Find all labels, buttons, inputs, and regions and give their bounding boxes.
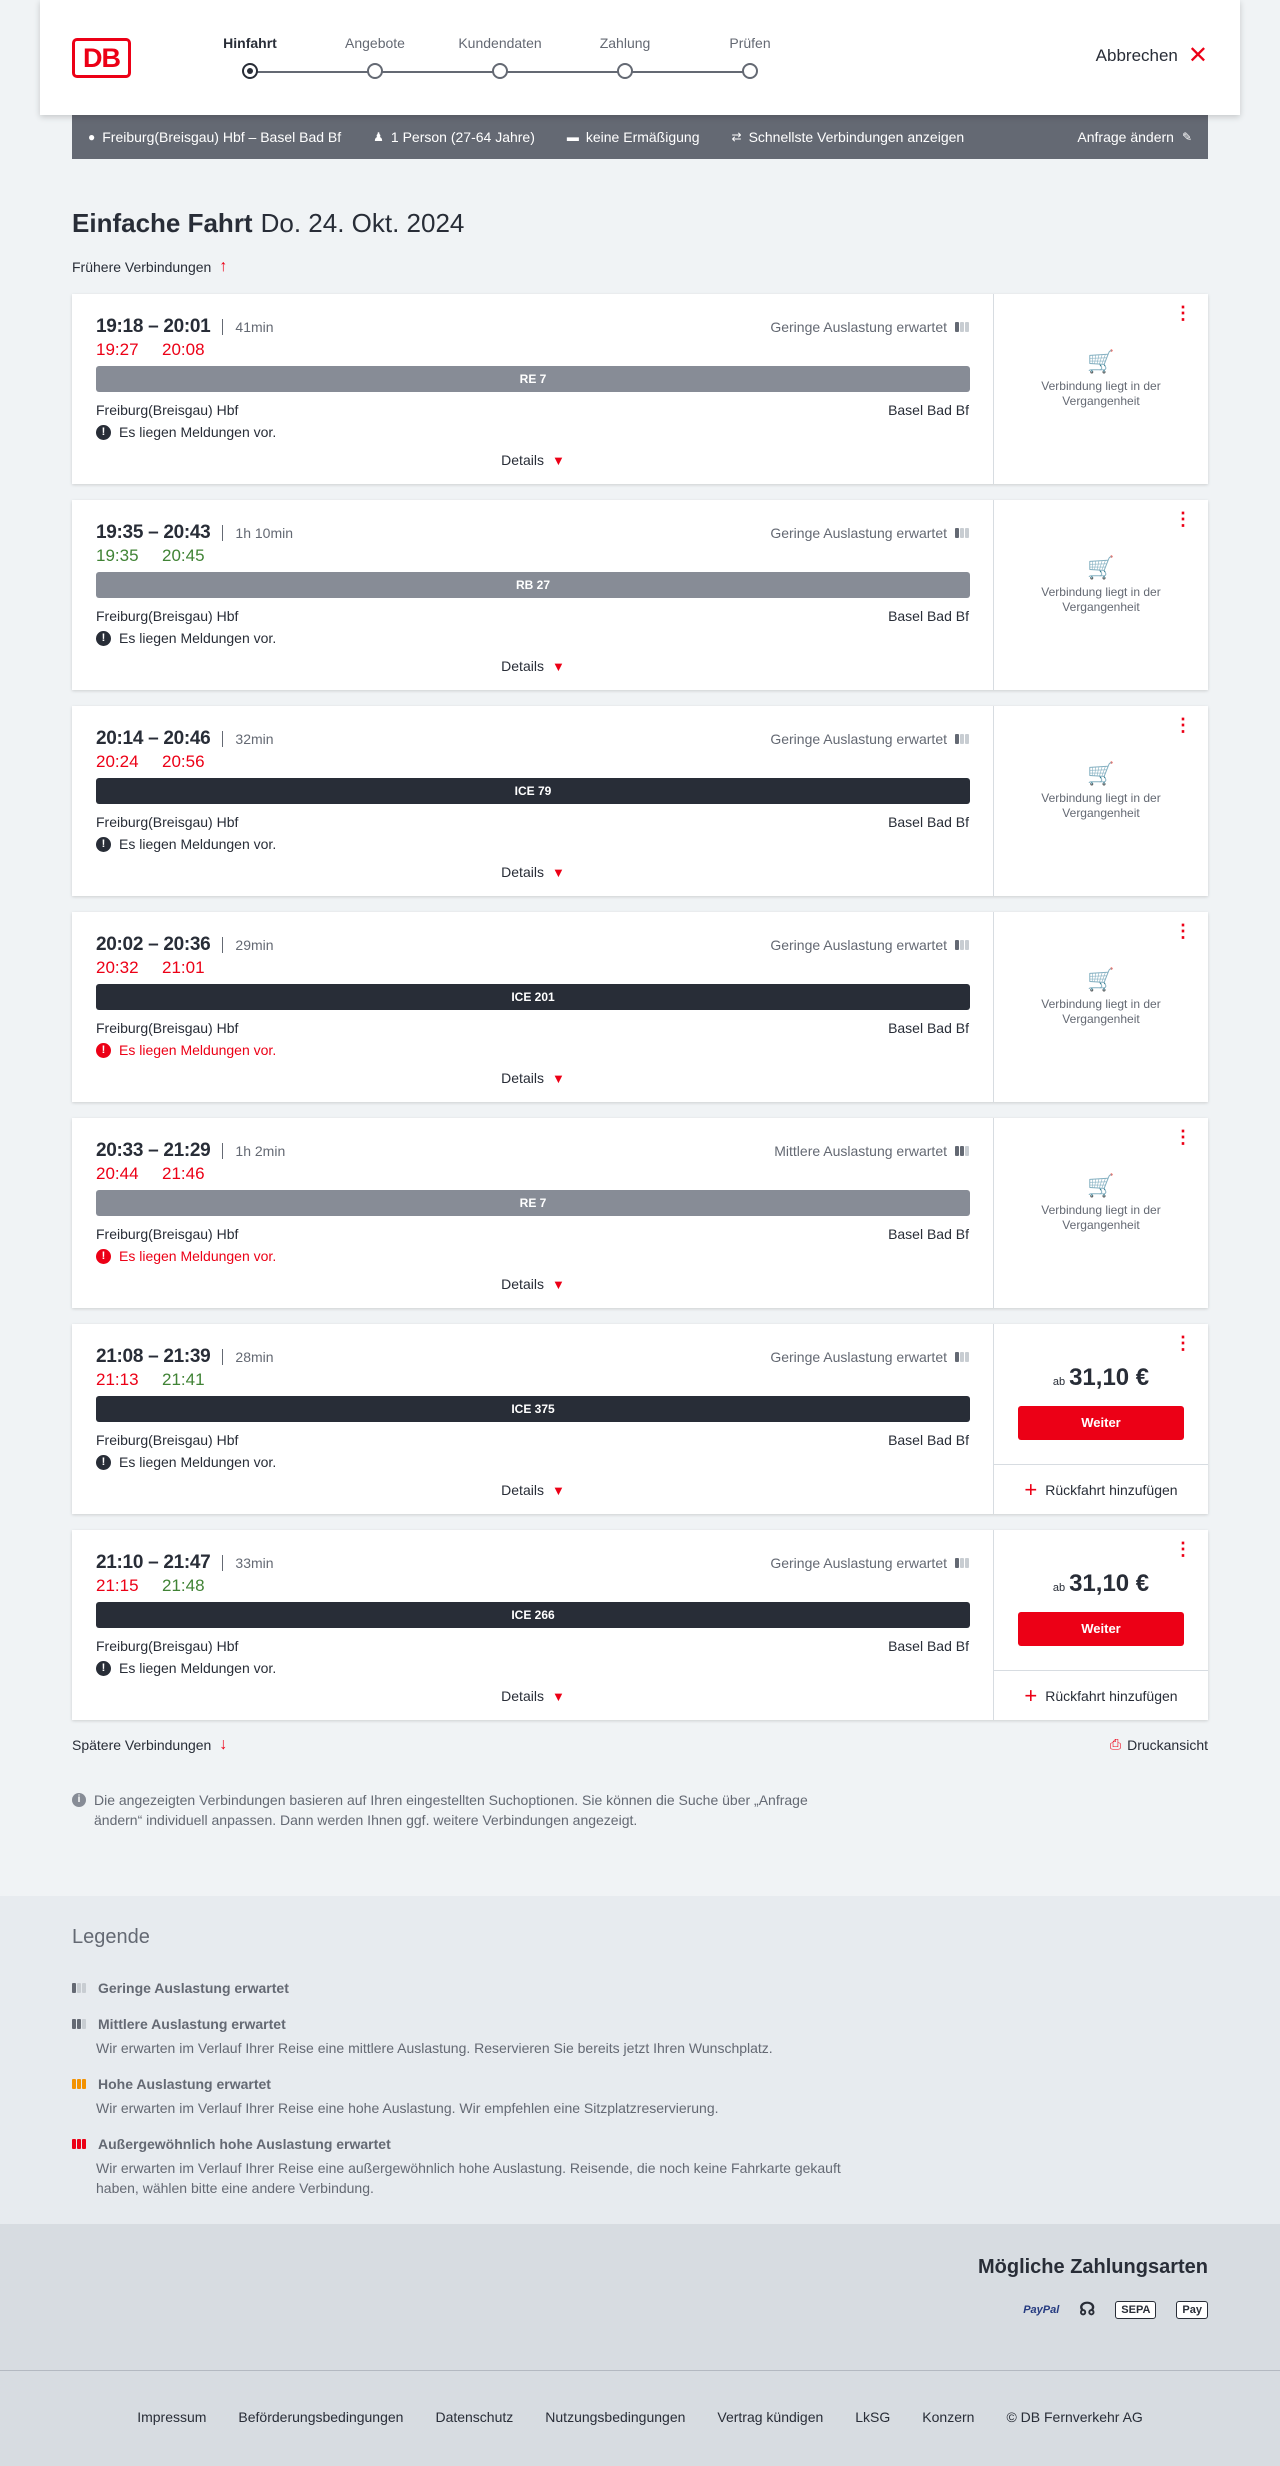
chevron-down-icon: ▼: [551, 452, 565, 468]
print-view-link[interactable]: ⎙ Druckansicht: [1109, 1736, 1208, 1753]
arrow-down-icon: ↓: [219, 1736, 228, 1753]
alert-icon: !: [96, 1661, 111, 1676]
legend-title: Legende: [72, 1926, 150, 1948]
load-level-icon: [955, 1558, 969, 1568]
details-toggle[interactable]: Details ▼: [501, 658, 565, 674]
load-level-icon: [955, 528, 969, 538]
bahncard-icon: ▬: [566, 130, 579, 144]
duration: 29min: [222, 937, 273, 953]
load-level-icon: [955, 1352, 969, 1362]
footer: [0, 2370, 1280, 2466]
weiter-button[interactable]: Weiter: [1018, 1612, 1184, 1646]
past-connection-notice: 🛒 Verbindung liegt in der Vergangenheit: [994, 766, 1208, 821]
legend-item-high: Hohe Auslastung erwartet Wir erwarten im Verlauf Ihrer Reise eine hohe Auslastung. Wir empfehlen eine Sitzplatzreservierung.: [72, 2076, 872, 2118]
plus-icon: +: [1024, 1476, 1038, 1502]
realtime-times: 20:24 20:56: [96, 752, 205, 771]
messages-notice: ! Es liegen Meldungen vor.: [96, 1454, 276, 1470]
planned-times: 20:33 – 21:29 1h 2min: [96, 1140, 286, 1161]
printer-icon: ⎙: [1109, 1736, 1122, 1752]
load-indicator: Mittlere Auslastung erwartet: [774, 1143, 969, 1159]
duration: 1h 10min: [222, 525, 293, 541]
connection-card: [72, 294, 1208, 484]
duration: 28min: [222, 1349, 273, 1365]
legend-item-low: Geringe Auslastung erwartet: [72, 1980, 872, 1996]
summary-discount: ▬ keine Ermäßigung: [566, 129, 700, 145]
more-options-icon[interactable]: ⋮: [1174, 509, 1192, 529]
payment-title: Mögliche Zahlungsarten: [977, 2256, 1208, 2278]
realtime-times: 19:35 20:45: [96, 546, 205, 565]
info-icon: i: [72, 1793, 86, 1807]
alert-icon: !: [96, 425, 111, 440]
more-options-icon[interactable]: ⋮: [1174, 1333, 1192, 1353]
cart-unavailable-icon: 🛒: [1087, 761, 1115, 786]
load-indicator: Geringe Auslastung erwartet: [770, 937, 969, 953]
cart-unavailable-icon: 🛒: [1087, 555, 1115, 580]
connection-card: [72, 1530, 1208, 1720]
progress-steps: [210, 0, 770, 115]
summary-persons: ♟ 1 Person (27-64 Jahre): [373, 129, 535, 145]
load-medium-icon: [72, 2019, 86, 2029]
origin-station: Freiburg(Breisgau) Hbf: [96, 1226, 239, 1242]
summary-route: ● Freiburg(Breisgau) Hbf – Basel Bad Bf: [88, 129, 342, 145]
step-kundendaten: Kundendaten: [430, 0, 570, 79]
more-options-icon[interactable]: ⋮: [1174, 1539, 1192, 1559]
db-logo[interactable]: DB: [72, 38, 131, 78]
destination-station: Basel Bad Bf: [888, 1638, 969, 1654]
messages-notice: ! Es liegen Meldungen vor.: [96, 1660, 276, 1676]
cart-unavailable-icon: 🛒: [1087, 967, 1115, 992]
apple-pay-icon: Pay: [1176, 2301, 1208, 2319]
footer-link-datenschutz[interactable]: Datenschutz: [435, 2409, 514, 2425]
details-toggle[interactable]: Details ▼: [501, 1688, 565, 1704]
pencil-icon: ✎: [1181, 130, 1192, 144]
load-level-icon: [955, 940, 969, 950]
load-level-icon: [955, 1146, 969, 1156]
chevron-down-icon: ▼: [551, 1276, 565, 1292]
cart-unavailable-icon: 🛒: [1087, 349, 1115, 374]
plus-icon: +: [1024, 1682, 1038, 1708]
load-low-icon: [72, 1983, 86, 1993]
destination-station: Basel Bad Bf: [888, 608, 969, 624]
train-bar[interactable]: ICE 266: [96, 1602, 970, 1628]
earlier-connections-link[interactable]: Frühere Verbindungen ↑: [72, 258, 228, 275]
swap-arrows-icon: ⇄: [731, 130, 742, 144]
train-bar[interactable]: RE 7: [96, 366, 970, 392]
train-bar[interactable]: ICE 201: [96, 984, 970, 1010]
location-pin-icon: ●: [88, 130, 96, 144]
realtime-times: 21:15 21:48: [96, 1576, 205, 1595]
load-indicator: Geringe Auslastung erwartet: [770, 1555, 969, 1571]
step-pruefen: Prüfen: [680, 0, 820, 79]
past-connection-notice: 🛒 Verbindung liegt in der Vergangenheit: [994, 560, 1208, 615]
chevron-down-icon: ▼: [551, 1070, 565, 1086]
search-summary-bar: [72, 115, 1208, 159]
destination-station: Basel Bad Bf: [888, 1226, 969, 1242]
load-high-icon: [72, 2079, 86, 2089]
step-hinfahrt: Hinfahrt: [180, 0, 320, 79]
destination-station: Basel Bad Bf: [888, 814, 969, 830]
messages-notice: ! Es liegen Meldungen vor.: [96, 1042, 276, 1058]
planned-times: 19:18 – 20:01 41min: [96, 316, 274, 337]
chevron-down-icon: ▼: [551, 1482, 565, 1498]
legend-item-very-high: Außergewöhnlich hohe Auslastung erwartet Wir erwarten im Verlauf Ihrer Reise eine außergewöhnlich hohe Auslastung. Reisende, die noch keine Fahrkarte gekauft haben, wählen bitte eine andere Verbindung.: [72, 2136, 872, 2198]
load-indicator: Geringe Auslastung erwartet: [770, 319, 969, 335]
close-icon: ✕: [1187, 42, 1208, 69]
load-indicator: Geringe Auslastung erwartet: [770, 731, 969, 747]
origin-station: Freiburg(Breisgau) Hbf: [96, 1020, 239, 1036]
payment-methods: [0, 2224, 1280, 2370]
person-icon: ♟: [373, 130, 384, 144]
origin-station: Freiburg(Breisgau) Hbf: [96, 608, 239, 624]
planned-times: 21:10 – 21:47 33min: [96, 1552, 274, 1573]
train-bar[interactable]: RE 7: [96, 1190, 970, 1216]
footer-link-konzern[interactable]: Konzern: [922, 2409, 975, 2425]
duration: 1h 2min: [222, 1143, 285, 1159]
details-toggle[interactable]: Details ▼: [501, 452, 565, 468]
header: [40, 0, 1240, 115]
duration: 33min: [222, 1555, 273, 1571]
details-toggle[interactable]: Details ▼: [501, 1070, 565, 1086]
origin-station: Freiburg(Breisgau) Hbf: [96, 1432, 239, 1448]
messages-notice: ! Es liegen Meldungen vor.: [96, 630, 276, 646]
footer-link-lksg[interactable]: LkSG: [855, 2409, 891, 2425]
price: ab 31,10 €: [1052, 1570, 1150, 1597]
duration: 41min: [222, 319, 273, 335]
load-level-icon: [955, 734, 969, 744]
step-zahlung: Zahlung: [555, 0, 695, 79]
destination-station: Basel Bad Bf: [888, 402, 969, 418]
cart-unavailable-icon: 🛒: [1087, 1173, 1115, 1198]
realtime-times: 20:44 21:46: [96, 1164, 205, 1183]
arrow-up-icon: ↑: [219, 258, 228, 275]
load-level-icon: [955, 322, 969, 332]
alert-icon: !: [96, 1249, 111, 1264]
messages-notice: ! Es liegen Meldungen vor.: [96, 424, 276, 440]
step-angebote: Angebote: [305, 0, 445, 79]
more-options-icon[interactable]: ⋮: [1174, 1127, 1192, 1147]
load-very-high-icon: [72, 2139, 86, 2149]
alert-icon: !: [96, 631, 111, 646]
summary-mode: ⇄ Schnellste Verbindungen anzeigen: [731, 129, 965, 145]
info-notice: i Die angezeigten Verbindungen basieren auf Ihren eingestellten Suchoptionen. Sie können die Suche über „Anfrage ändern“ individuell anpassen. Dann werden Ihnen ggf. weitere Verbindungen angezeigt.: [72, 1790, 852, 1830]
origin-station: Freiburg(Breisgau) Hbf: [96, 814, 239, 830]
paypal-icon: PayPal: [1023, 2303, 1060, 2316]
connection-card: [72, 1324, 1208, 1514]
more-options-icon[interactable]: ⋮: [1174, 715, 1192, 735]
connection-card: [72, 500, 1208, 690]
destination-station: Basel Bad Bf: [888, 1020, 969, 1036]
origin-station: Freiburg(Breisgau) Hbf: [96, 402, 239, 418]
alert-icon: !: [96, 1455, 111, 1470]
planned-times: 19:35 – 20:43 1h 10min: [96, 522, 294, 543]
weiter-button[interactable]: Weiter: [1018, 1406, 1184, 1440]
later-connections-link[interactable]: Spätere Verbindungen ↓: [72, 1736, 228, 1753]
footer-link-impressum[interactable]: Impressum: [137, 2409, 207, 2425]
messages-notice: ! Es liegen Meldungen vor.: [96, 1248, 276, 1264]
past-connection-notice: 🛒 Verbindung liegt in der Vergangenheit: [994, 972, 1208, 1027]
load-indicator: Geringe Auslastung erwartet: [770, 1349, 969, 1365]
planned-times: 20:14 – 20:46 32min: [96, 728, 274, 749]
connection-card: [72, 706, 1208, 896]
sepa-icon: SEPA: [1115, 2301, 1156, 2319]
origin-station: Freiburg(Breisgau) Hbf: [96, 1638, 239, 1654]
cancel-button[interactable]: Abbrechen ✕: [1095, 42, 1208, 69]
past-connection-notice: 🛒 Verbindung liegt in der Vergangenheit: [994, 1178, 1208, 1233]
chevron-down-icon: ▼: [551, 658, 565, 674]
planned-times: 20:02 – 20:36 29min: [96, 934, 274, 955]
legend-item-medium: Mittlere Auslastung erwartet Wir erwarten im Verlauf Ihrer Reise eine mittlere Auslastung. Reservieren Sie bereits jetzt Ihren Wunschplatz.: [72, 2016, 872, 2058]
destination-station: Basel Bad Bf: [888, 1432, 969, 1448]
details-toggle[interactable]: Details ▼: [501, 1276, 565, 1292]
load-indicator: Geringe Auslastung erwartet: [770, 525, 969, 541]
chevron-down-icon: ▼: [551, 864, 565, 880]
footer-link-nutzungsbedingungen[interactable]: Nutzungsbedingungen: [545, 2409, 686, 2425]
legend-section: [0, 1896, 1280, 2224]
add-return-button[interactable]: + Rückfahrt hinzufügen: [994, 1670, 1208, 1720]
train-bar[interactable]: ICE 79: [96, 778, 970, 804]
more-options-icon[interactable]: ⋮: [1174, 921, 1192, 941]
connection-card: [72, 912, 1208, 1102]
chevron-down-icon: ▼: [551, 1688, 565, 1704]
realtime-times: 19:27 20:08: [96, 340, 205, 359]
details-toggle[interactable]: Details ▼: [501, 864, 565, 880]
realtime-times: 21:13 21:41: [96, 1370, 205, 1389]
change-request-button[interactable]: Anfrage ändern ✎: [1077, 129, 1192, 145]
past-connection-notice: 🛒 Verbindung liegt in der Vergangenheit: [994, 354, 1208, 409]
details-toggle[interactable]: Details ▼: [501, 1482, 565, 1498]
page-title: Einfache Fahrt Do. 24. Okt. 2024: [72, 208, 465, 238]
footer-link-vertrag-kuendigen[interactable]: Vertrag kündigen: [717, 2409, 824, 2425]
footer-link-befoerderungsbedingungen[interactable]: Beförderungsbedingungen: [238, 2409, 404, 2425]
duration: 32min: [222, 731, 273, 747]
messages-notice: ! Es liegen Meldungen vor.: [96, 836, 276, 852]
train-bar[interactable]: ICE 375: [96, 1396, 970, 1422]
train-bar[interactable]: RB 27: [96, 572, 970, 598]
alert-icon: !: [96, 837, 111, 852]
more-options-icon[interactable]: ⋮: [1174, 303, 1192, 323]
connection-card: [72, 1118, 1208, 1308]
alert-icon: !: [96, 1043, 111, 1058]
footer-copyright: © DB Fernverkehr AG: [1006, 2409, 1143, 2425]
add-return-button[interactable]: + Rückfahrt hinzufügen: [994, 1464, 1208, 1514]
planned-times: 21:08 – 21:39 28min: [96, 1346, 274, 1367]
price: ab 31,10 €: [1052, 1364, 1150, 1391]
contactless-card-icon: ☊: [1079, 2299, 1096, 2319]
realtime-times: 20:32 21:01: [96, 958, 205, 977]
